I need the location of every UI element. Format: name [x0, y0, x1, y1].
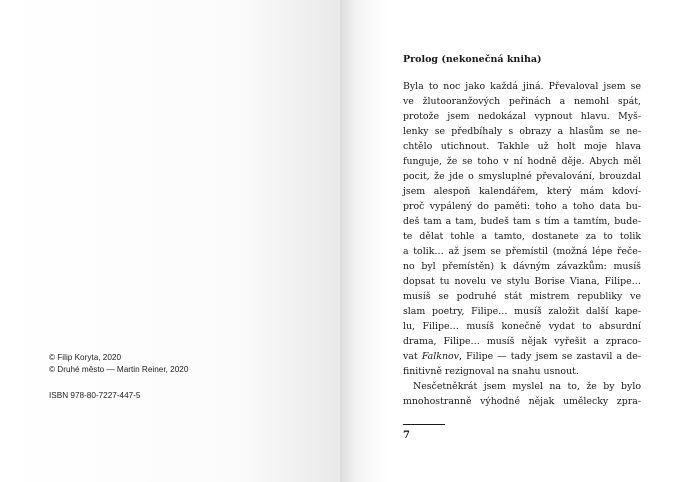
text-line: protože jsem nedokázal vypnout hlavu. Myš- [403, 111, 641, 122]
right-page [340, 0, 680, 482]
text-line: funguje, že se toho v ní hodně děje. Abych měl [403, 156, 641, 167]
text-line: lenky se předbíhaly s obrazy a hlasům se ne- [403, 126, 641, 137]
text-line: deš tam a tam, budeš tam s tím a tamtím, bude- [403, 216, 641, 227]
isbn: ISBN 978-80-7227-447-5 [49, 391, 141, 400]
text-line: a tolik… až jsem se přemístil (možná lépe řeče- [403, 246, 641, 257]
text-line: pocit, že jde o smysluplné převalování, brouzdal [403, 171, 641, 182]
text-line: slam poetry, Filipe… musíš založit další kape- [403, 306, 641, 317]
text-line: chtělo utichnout. Takhle už holt moje hlava [403, 141, 641, 152]
text-line: drama, Filipe… musíš nějak vyřešit a zpraco- [403, 336, 641, 347]
text-segment: , Filipe — tady jsem se zastavil a de- [458, 351, 641, 362]
text-line: finitivně rezignoval na snahu usnout. [403, 366, 579, 377]
chapter-content [403, 53, 641, 409]
text-line: proč vypálený do paměti: toho a toho data bu- [403, 201, 641, 212]
text-line: Byla to noc jako každá jiná. Převaloval jsem se [403, 81, 641, 92]
paragraph [403, 79, 641, 409]
text-line: musíš se podruhé stát mistrem republiky ve [403, 291, 641, 302]
chapter-heading: Prolog (nekonečná kniha) [403, 54, 542, 65]
copyright-line: © Druhé město — Martin Reiner, 2020 [49, 365, 189, 374]
text-line: no byl přemístěn) k dávným závazkům: musíš [403, 261, 641, 272]
copyright-line: © Filip Koryta, 2020 [49, 353, 122, 362]
text-line: mnohostranně výhodné nějak umělecky zpra- [403, 396, 641, 407]
page-number: 7 [403, 430, 410, 441]
text-line: Nesčetněkrát jsem myslel na to, že by bylo [413, 381, 641, 392]
text-line: te dělat tohle a tamto, dostanete za to tolik [403, 231, 641, 242]
text-line: lu, Filipe… musíš konečně vydat to absurdní [403, 321, 641, 332]
text-segment: vat [403, 351, 422, 362]
page-number-rule [403, 424, 445, 425]
text-line: jsem alespoň kalendářem, který mám kdoví- [403, 186, 641, 197]
text-line: ve žlutooranžových peřinách a nemohl spát, [403, 96, 641, 107]
text-line [403, 349, 641, 364]
italic-title: Falknov [421, 351, 459, 362]
text-line: dopsat tu novelu ve stylu Borise Viana, Filipe… [403, 276, 641, 287]
imprint-block [49, 352, 188, 402]
